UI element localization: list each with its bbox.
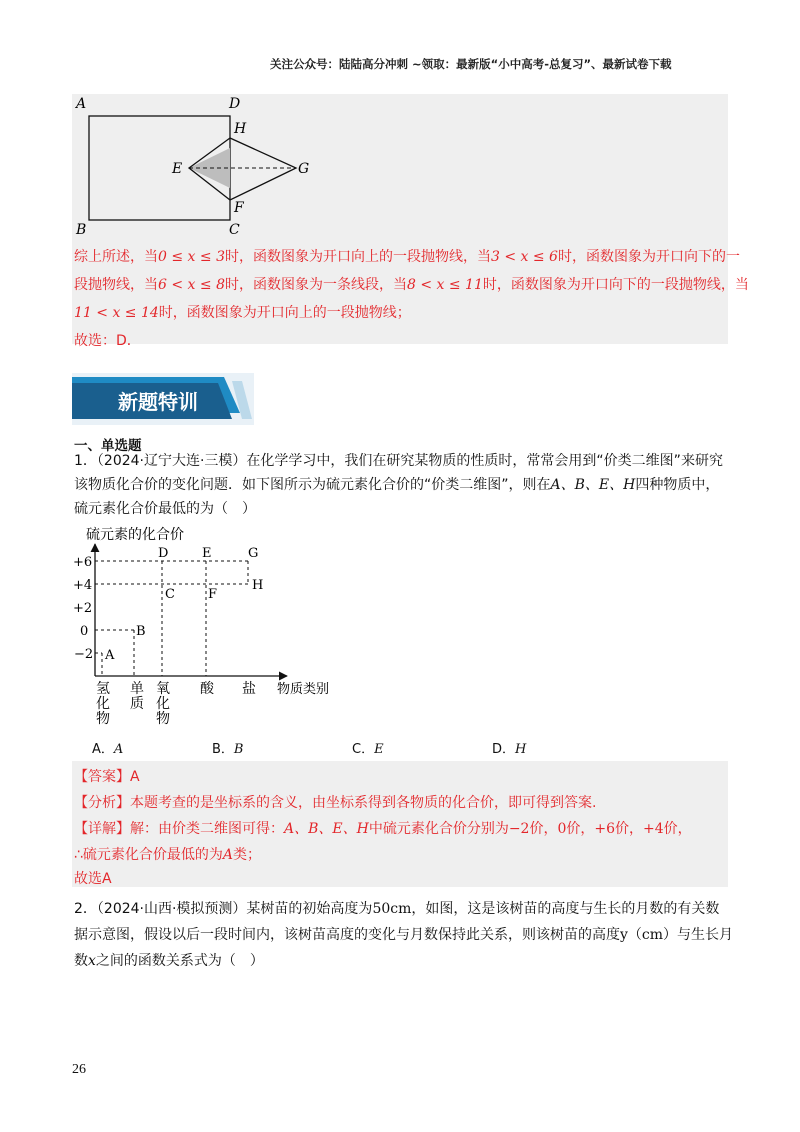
label-c: C	[229, 222, 240, 238]
point-h: H	[252, 578, 264, 593]
q1-line-3: 硫元素化合价最低的为（ ）	[74, 501, 256, 517]
option-d[interactable]: D．H	[492, 742, 527, 757]
x-categories	[96, 680, 256, 727]
x-category-0: 氢化物	[96, 681, 110, 727]
page-header: 关注公众号：陆陆高分冲刺 ~领取：最新版“小中高考-总复习”、最新试卷下载	[270, 57, 672, 71]
q2-line-2: 据示意图，假设以后一段时间内，该树苗高度的变化与月数保持此关系，则该树苗的高度y（cm）与生长月	[74, 927, 734, 943]
x-category-1: 单质	[130, 681, 144, 712]
solution-line-1: 综上所述，当0 ≤ x ≤ 3时，函数图象为开口向上的一段抛物线，当3 < x ≤ 6时，函数图象为开口向下的一	[74, 249, 740, 265]
q2-line-3: 数x之间的函数关系式为（ ）	[74, 953, 264, 969]
detail-line: 【详解】解：由价类二维图可得：A、B、E、H中硫元素化合价分别为−2价，0价，+6价，+4价，	[74, 821, 692, 837]
valence-chart	[72, 524, 352, 734]
solution-line-2: 段抛物线，当6 < x ≤ 8时，函数图象为一条线段，当8 < x ≤ 11时，函数图象为开口向下的一段抛物线，当	[74, 277, 749, 293]
analysis-line: 【分析】本题考查的是坐标系的含义，由坐标系得到各物质的化合价，即可得到答案.	[74, 795, 597, 811]
y-tick-0: 0	[80, 624, 89, 639]
shaded-triangle	[189, 148, 230, 188]
banner-title: 新题特训	[118, 390, 198, 414]
geometry-figure	[72, 94, 332, 240]
label-g: G	[298, 161, 310, 177]
point-a: A	[105, 648, 115, 663]
option-a[interactable]: A．A	[92, 742, 124, 757]
point-g: G	[248, 546, 259, 561]
option-b[interactable]: B．B	[212, 742, 244, 757]
choice-line: 故选A	[74, 871, 112, 887]
point-e: E	[202, 546, 212, 561]
solution-line-4: 故选：D．	[74, 333, 141, 349]
x-category-4: 盐	[242, 681, 256, 697]
option-c[interactable]: C．E	[352, 742, 384, 757]
section-title: 一、单选题	[74, 438, 142, 454]
y-axis-title: 硫元素的化合价	[86, 527, 184, 543]
y-tick-2: +2	[73, 601, 93, 616]
page-number: 26	[72, 1062, 86, 1077]
x-axis-title: 物质类别	[277, 682, 330, 697]
point-d: D	[158, 546, 169, 561]
y-ticks	[73, 555, 93, 662]
q1-line-2: 该物质化合价的变化问题．如下图所示为硫元素化合价的“价类二维图”，则在A、B、E、H四种物质中，	[74, 477, 720, 493]
point-labels	[104, 546, 263, 663]
point-c: C	[165, 587, 175, 602]
y-tick-6: +6	[73, 555, 93, 570]
label-h: H	[234, 121, 247, 137]
x-category-2: 氧化物	[156, 681, 170, 727]
x-category-3: 酸	[200, 681, 214, 697]
point-b: B	[136, 624, 146, 639]
conclusion-line: ∴硫元素化合价最低的为A类；	[74, 847, 262, 863]
q2-line-1: 2．（2024·山西·模拟预测）某树苗的初始高度为50cm，如图，这是该树苗的高度与生长的月数的有关数	[74, 901, 720, 917]
y-tick-4: +4	[73, 578, 93, 593]
y-tick-neg2: −2	[74, 647, 94, 662]
label-a: A	[76, 96, 87, 112]
point-f: F	[208, 587, 218, 602]
label-e: E	[172, 161, 183, 177]
q1-line-1: 1．（2024·辽宁大连·三模）在化学学习中，我们在研究某物质的性质时，常常会用到“价类二维图”来研究	[74, 453, 723, 469]
label-b: B	[76, 222, 87, 238]
guide-lines	[95, 561, 248, 676]
label-d: D	[229, 96, 241, 112]
answer-line: 【答案】A	[74, 769, 140, 785]
label-f: F	[234, 200, 244, 216]
section-banner	[72, 373, 254, 425]
solution-line-3: 11 < x ≤ 14时，函数图象为开口向上的一段抛物线；	[74, 305, 411, 321]
